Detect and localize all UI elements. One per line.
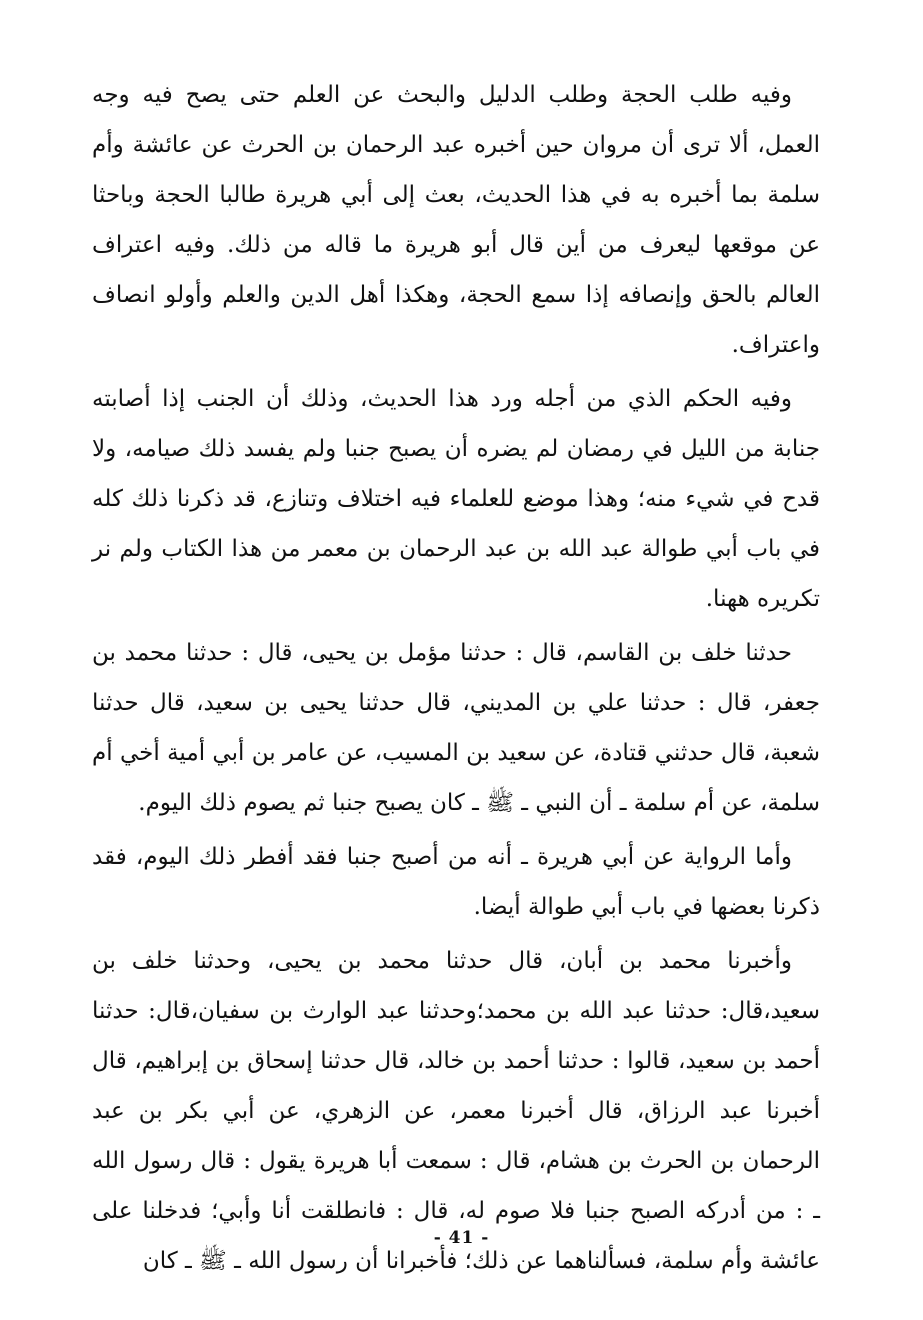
paragraph-argument-evidence: وفيه طلب الحجة وطلب الدليل والبحث عن العلم حتى يصح فيه وجه العمل، ألا ترى أن مروان حين أخبره عبد الرحمان بن الحرث عن عائشة وأم سلمة بما أخبره به في هذا الحديث، بعث إلى أبي هريرة طالبا الحجة وباحثا عن موقعها ليعرف من أين قال أبو هريرة ما قاله من ذلك. وفيه اعتراف العالم بالحق وإنصافه إذا سمع الحجة، وهكذا أهل الدين والعلم وأولو انصاف واعتراف. [92,82,820,358]
page-number: - 41 - [433,1228,490,1248]
paragraph-abu-hurayra-narration: وأما الرواية عن أبي هريرة ـ أنه من أصبح جنبا فقد أفطر ذلك اليوم، فقد ذكرنا بعضها في باب أبي طوالة أيضا. [92,844,820,920]
page-body-text [92,70,820,1286]
paragraph-ruling-janabah: وفيه الحكم الذي من أجله ورد هذا الحديث، وذلك أن الجنب إذا أصابته جنابة من الليل في رمضان لم يضره أن يصبح جنبا ولم يفسد ذلك صيامه، ولا قدح في شيء منه؛ وهذا موضع للعلماء فيه اختلاف وتنازع، قد ذكرنا ذلك كله في باب أبي طوالة عبد الله بن عبد الرحمان بن معمر من هذا الكتاب ولم نر تكريره ههنا. [92,386,820,612]
paragraph-isnad-muhammad-aban: وأخبرنا محمد بن أبان، قال حدثنا محمد بن يحيى، وحدثنا خلف بن سعيد،قال: حدثنا عبد الله بن محمد؛وحدثنا عبد الوارث بن سفيان،قال: حدثنا أحمد بن سعيد، قالوا : حدثنا أحمد بن خالد، قال حدثنا إسحاق بن إبراهيم، قال أخبرنا عبد الرزاق، قال أخبرنا معمر، عن الزهري، عن أبي بكر بن عبد الرحمان بن الحرث بن هشام، قال : سمعت أبا هريرة يقول : قال رسول الله ـ : من أدركه الصبح جنبا فلا صوم له، قال : فانطلقت أنا وأبي؛ فدخلنا على عائشة وأم سلمة، فسألناهما عن ذلك؛ فأخبرانا أن رسول الله ـ ﷺ ـ كان [92,948,820,1274]
paragraph-hadith-umm-salama: حدثنا خلف بن القاسم، قال : حدثنا مؤمل بن يحيى، قال : حدثنا محمد بن جعفر، قال : حدثنا علي بن المديني، قال حدثنا يحيى بن سعيد، قال حدثنا شعبة، قال حدثني قتادة، عن سعيد بن المسيب، عن عامر بن أبي أمية أخي أم سلمة، عن أم سلمة ـ أن النبي ـ ﷺ ـ كان يصبح جنبا ثم يصوم ذلك اليوم. [92,640,820,816]
